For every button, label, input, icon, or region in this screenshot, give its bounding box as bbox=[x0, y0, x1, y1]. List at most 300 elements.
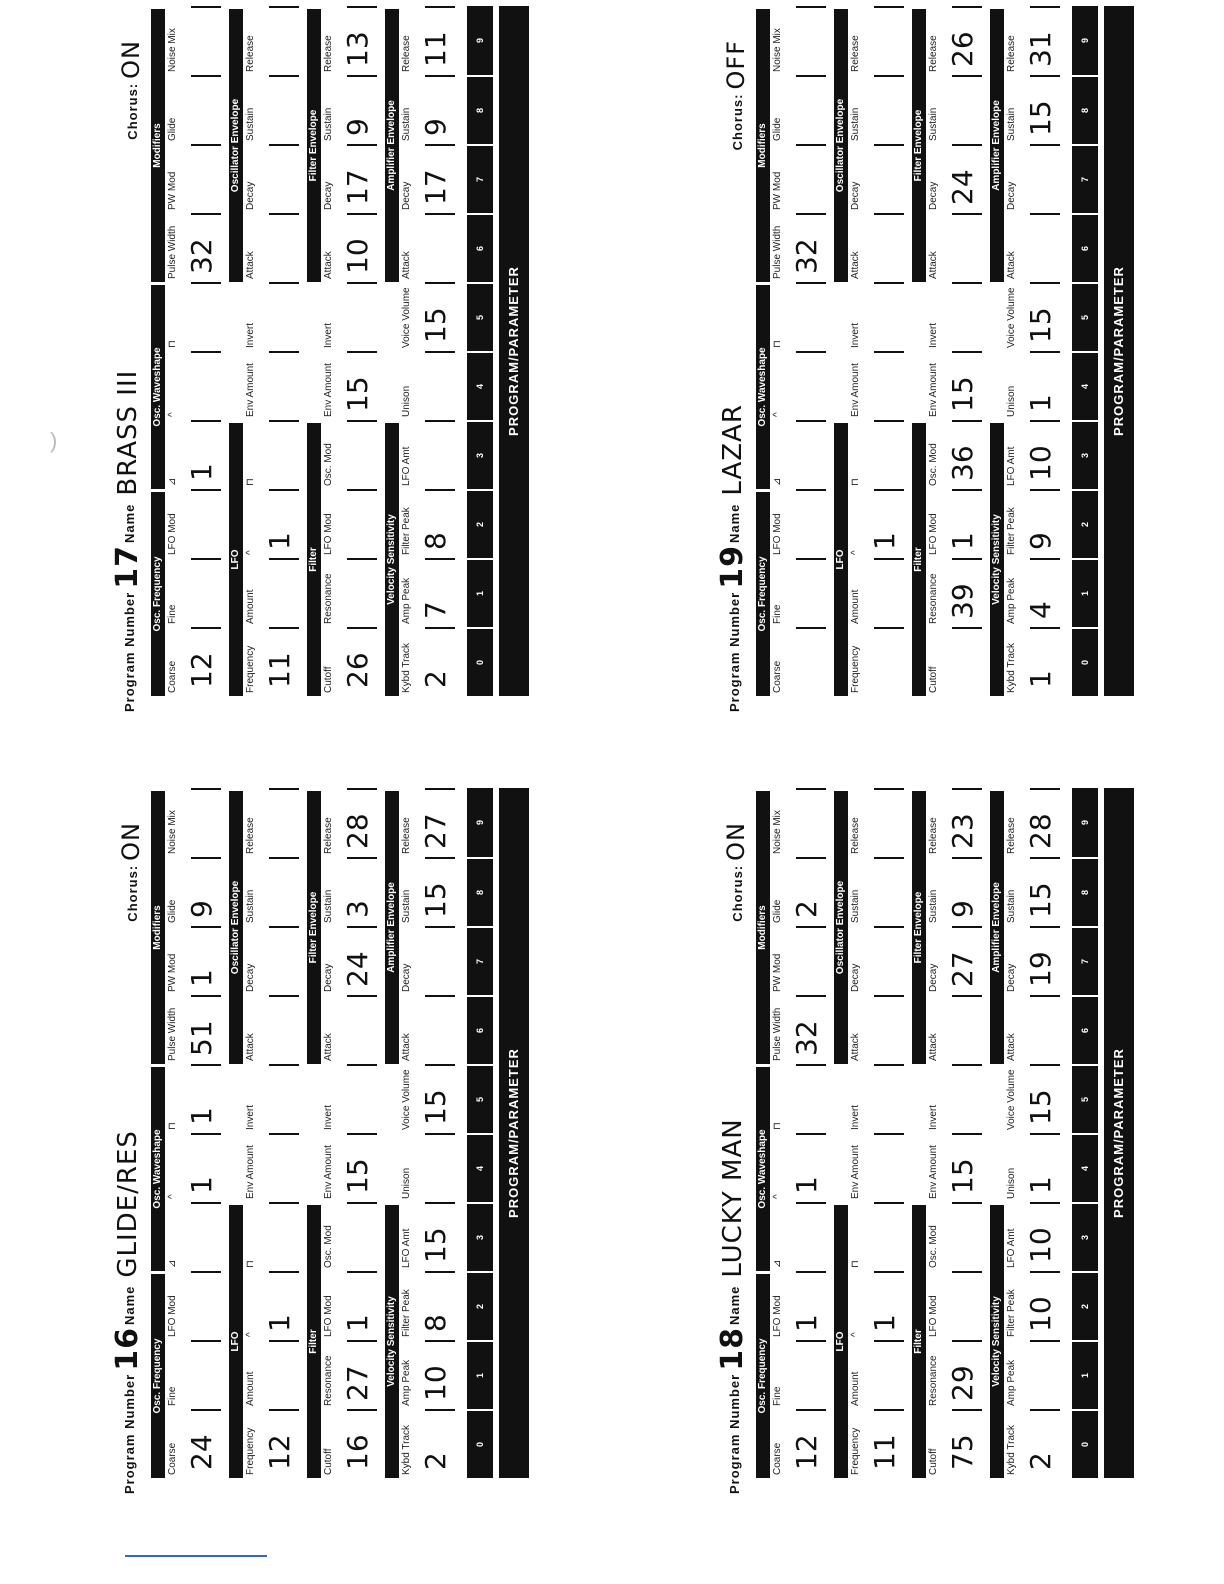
parameter-value: 7 bbox=[419, 601, 452, 619]
parameter-label: Frequency bbox=[850, 645, 861, 693]
parameter-label: Glide bbox=[772, 117, 783, 141]
cell-divider bbox=[191, 857, 221, 859]
cell-divider bbox=[191, 75, 221, 77]
cell-divider bbox=[347, 351, 377, 353]
parameter-cell bbox=[1004, 995, 1068, 1064]
parameter-cell bbox=[165, 627, 229, 696]
parameter-cell bbox=[926, 75, 990, 144]
parameter-value: 11 bbox=[263, 652, 296, 688]
parameter-cell bbox=[243, 75, 307, 144]
parameter-label: LFO Mod bbox=[928, 513, 939, 555]
parameter-label: LFO Mod bbox=[323, 513, 334, 555]
parameter-value: 31 bbox=[1024, 31, 1057, 67]
parameter-cell bbox=[321, 926, 385, 995]
parameter-label: Cutoff bbox=[323, 666, 334, 693]
parameter-cell bbox=[770, 1133, 834, 1202]
parameter-cell bbox=[926, 489, 990, 558]
section-title-modifiers: Modifiers bbox=[151, 791, 165, 1064]
name-label: Name bbox=[727, 1285, 742, 1326]
parameter-label: Amp Peak bbox=[1006, 1359, 1017, 1406]
parameter-cell bbox=[926, 420, 990, 489]
parameter-label: Invert bbox=[928, 322, 939, 348]
parameter-cell bbox=[399, 788, 463, 857]
parameter-cell bbox=[848, 857, 912, 926]
parameter-cell bbox=[926, 1409, 990, 1478]
cell-divider bbox=[796, 1133, 826, 1135]
parameter-cell bbox=[243, 1064, 307, 1133]
cell-divider bbox=[796, 75, 826, 77]
parameter-label: Release bbox=[928, 35, 939, 72]
cell-divider bbox=[796, 1271, 826, 1273]
digit-key: 4 bbox=[467, 1133, 493, 1202]
section-title-modifiers: Modifiers bbox=[756, 9, 770, 282]
digit-key: 2 bbox=[1072, 1271, 1098, 1340]
cell-divider bbox=[347, 1271, 377, 1273]
section-title-velocity-sensitivity: Velocity Sensitivity bbox=[990, 1205, 1004, 1478]
cell-divider bbox=[347, 213, 377, 215]
parameter-value: 15 bbox=[419, 882, 452, 918]
parameter-label: Sustain bbox=[245, 107, 256, 141]
sheet-header bbox=[95, 762, 157, 1502]
section-title-osc-frequency: Osc. Frequency bbox=[756, 492, 770, 696]
section-band bbox=[307, 788, 321, 1478]
parameter-value: 23 bbox=[946, 813, 979, 849]
cell-divider bbox=[191, 995, 221, 997]
cell-divider bbox=[796, 6, 826, 8]
section-title-oscillator-envelope: Oscillator Envelope bbox=[229, 791, 243, 1064]
cell-divider bbox=[269, 788, 299, 790]
cell-divider bbox=[347, 558, 377, 560]
parameter-label: LFO Mod bbox=[928, 1295, 939, 1337]
parameter-label: Unison bbox=[401, 385, 412, 417]
parameter-cell bbox=[399, 420, 463, 489]
cell-divider bbox=[1030, 857, 1060, 859]
parameter-label: Release bbox=[850, 35, 861, 72]
cell-divider bbox=[952, 995, 982, 997]
parameter-cell bbox=[243, 1133, 307, 1202]
parameter-cell bbox=[399, 282, 463, 351]
digit-key: 2 bbox=[467, 1271, 493, 1340]
parameter-row bbox=[307, 788, 385, 1478]
parameter-cell bbox=[399, 995, 463, 1064]
chorus-label: Chorus: bbox=[730, 93, 745, 151]
parameter-cell bbox=[926, 1133, 990, 1202]
parameter-cell bbox=[321, 1064, 385, 1133]
parameter-value: 15 bbox=[1024, 100, 1057, 136]
chorus-value: ON bbox=[117, 40, 145, 79]
digit-key: 9 bbox=[1080, 38, 1090, 44]
parameter-cells bbox=[770, 6, 834, 696]
cell-divider bbox=[425, 627, 455, 629]
parameter-cells bbox=[1004, 6, 1068, 696]
parameter-value: 4 bbox=[1024, 601, 1057, 619]
section-title-modifiers: Modifiers bbox=[756, 791, 770, 1064]
parameter-value: 1 bbox=[1024, 670, 1057, 688]
parameter-label: Release bbox=[245, 35, 256, 72]
digit-key: 9 bbox=[1080, 820, 1090, 826]
parameter-value: 10 bbox=[1024, 445, 1057, 481]
cell-divider bbox=[796, 282, 826, 284]
program-sheet-19 bbox=[700, 0, 1150, 720]
parameter-value: 1 bbox=[263, 532, 296, 550]
cell-divider bbox=[874, 1340, 904, 1342]
parameter-label: Amount bbox=[245, 1371, 256, 1406]
parameter-cell bbox=[926, 282, 990, 351]
parameter-cell bbox=[770, 1409, 834, 1478]
parameter-cell bbox=[1004, 1340, 1068, 1409]
parameter-value: 1 bbox=[263, 1314, 296, 1332]
parameter-label: Unison bbox=[1006, 385, 1017, 417]
cell-divider bbox=[191, 627, 221, 629]
parameter-label: Env Amount bbox=[928, 1145, 939, 1199]
parameter-label: Filter Peak bbox=[1006, 1289, 1017, 1337]
parameter-cell bbox=[848, 1133, 912, 1202]
cell-divider bbox=[425, 995, 455, 997]
parameter-label: Invert bbox=[850, 322, 861, 348]
parameter-cell bbox=[848, 489, 912, 558]
cell-divider bbox=[347, 926, 377, 928]
cell-divider bbox=[425, 144, 455, 146]
parameter-cell bbox=[848, 1202, 912, 1271]
section-title-velocity-sensitivity: Velocity Sensitivity bbox=[385, 1205, 399, 1478]
cell-divider bbox=[874, 351, 904, 353]
cell-divider bbox=[269, 995, 299, 997]
cell-divider bbox=[796, 420, 826, 422]
section-title-lfo: LFO bbox=[229, 1205, 243, 1478]
cell-divider bbox=[952, 6, 982, 8]
cell-divider bbox=[874, 1409, 904, 1411]
program-number-value: 17 bbox=[110, 545, 145, 589]
parameter-cell bbox=[321, 6, 385, 75]
parameter-value: 2 bbox=[1024, 1452, 1057, 1470]
cell-divider bbox=[874, 1271, 904, 1273]
cell-divider bbox=[269, 489, 299, 491]
parameter-label: Invert bbox=[245, 1104, 256, 1130]
parameter-label: ^ bbox=[167, 1194, 178, 1199]
parameter-label: PW Mod bbox=[167, 953, 178, 992]
parameter-cell bbox=[321, 420, 385, 489]
parameter-label: ^ bbox=[245, 550, 256, 555]
section-title-filter-envelope: Filter Envelope bbox=[307, 791, 321, 1064]
digit-key: 0 bbox=[467, 627, 493, 696]
parameter-label: PW Mod bbox=[772, 171, 783, 210]
parameter-cell bbox=[770, 857, 834, 926]
parameter-value: 28 bbox=[1024, 813, 1057, 849]
parameter-label: Sustain bbox=[928, 107, 939, 141]
parameter-label: Kybd Track bbox=[401, 1424, 412, 1475]
cell-divider bbox=[1030, 788, 1060, 790]
parameter-label: LFO Amt bbox=[1006, 446, 1017, 486]
cell-divider bbox=[191, 489, 221, 491]
program-parameter-footer: PROGRAM/PARAMETER bbox=[1104, 788, 1134, 1478]
parameter-value: 1 bbox=[946, 532, 979, 550]
section-band bbox=[307, 6, 321, 696]
cell-divider bbox=[796, 1064, 826, 1066]
parameter-cell bbox=[165, 420, 229, 489]
parameter-value: 11 bbox=[419, 31, 452, 67]
parameter-value: 3 bbox=[341, 900, 374, 918]
parameter-label: ⊓ bbox=[167, 340, 178, 348]
parameter-label: Frequency bbox=[245, 645, 256, 693]
section-band bbox=[756, 788, 770, 1478]
cell-divider bbox=[269, 213, 299, 215]
parameter-label: Coarse bbox=[772, 660, 783, 693]
parameter-value: 51 bbox=[185, 1020, 218, 1056]
parameter-value: 1 bbox=[185, 969, 218, 987]
cell-divider bbox=[952, 1409, 982, 1411]
parameter-row bbox=[229, 6, 307, 696]
parameter-label: Pulse Width bbox=[772, 1007, 783, 1061]
parameter-label: Frequency bbox=[245, 1427, 256, 1475]
parameter-label: Amount bbox=[245, 589, 256, 624]
parameter-cell bbox=[848, 995, 912, 1064]
parameter-label: LFO Amt bbox=[1006, 1228, 1017, 1268]
cell-divider bbox=[269, 282, 299, 284]
parameter-cell bbox=[165, 351, 229, 420]
parameter-cell bbox=[399, 144, 463, 213]
parameter-cell bbox=[399, 926, 463, 995]
section-band bbox=[990, 788, 1004, 1478]
cell-divider bbox=[191, 1202, 221, 1204]
parameter-value: 24 bbox=[946, 169, 979, 205]
parameter-label: Invert bbox=[323, 322, 334, 348]
chorus-field bbox=[722, 40, 750, 150]
parameter-cells bbox=[165, 6, 229, 696]
parameter-label: Coarse bbox=[167, 660, 178, 693]
section-title-filter: Filter bbox=[912, 1205, 926, 1478]
parameter-label: Invert bbox=[850, 1104, 861, 1130]
cell-divider bbox=[796, 144, 826, 146]
parameter-value: 2 bbox=[790, 900, 823, 918]
parameter-label: Pulse Width bbox=[167, 1007, 178, 1061]
name-label: Name bbox=[122, 503, 137, 544]
cell-divider bbox=[874, 1133, 904, 1135]
cell-divider bbox=[1030, 75, 1060, 77]
parameter-cell bbox=[243, 6, 307, 75]
section-title-filter-envelope: Filter Envelope bbox=[307, 9, 321, 282]
parameter-cells bbox=[770, 788, 834, 1478]
parameter-label: Fine bbox=[167, 604, 178, 624]
cell-divider bbox=[191, 213, 221, 215]
parameter-value: 17 bbox=[341, 169, 374, 205]
parameter-label: Decay bbox=[928, 963, 939, 992]
parameter-cells bbox=[321, 788, 385, 1478]
program-number-label: Program Number bbox=[122, 1373, 137, 1494]
parameter-row bbox=[912, 788, 990, 1478]
cell-divider bbox=[796, 627, 826, 629]
cell-divider bbox=[269, 1340, 299, 1342]
parameter-value: 11 bbox=[868, 1434, 901, 1470]
section-band bbox=[151, 788, 165, 1478]
parameter-value: 32 bbox=[185, 238, 218, 274]
cell-divider bbox=[191, 1340, 221, 1342]
parameter-cell bbox=[399, 1064, 463, 1133]
section-title-osc-waveshape: Osc. Waveshape bbox=[756, 1067, 770, 1271]
parameter-cell bbox=[770, 1340, 834, 1409]
parameter-value: 28 bbox=[341, 813, 374, 849]
cell-divider bbox=[874, 857, 904, 859]
parameter-cell bbox=[243, 1271, 307, 1340]
parameter-cell bbox=[770, 627, 834, 696]
program-parameter-footer: PROGRAM/PARAMETER bbox=[1104, 6, 1134, 696]
parameter-label: Release bbox=[1006, 35, 1017, 72]
cell-divider bbox=[952, 489, 982, 491]
parameter-label: Decay bbox=[1006, 963, 1017, 992]
parameter-label: LFO Mod bbox=[323, 1295, 334, 1337]
parameter-label: Osc. Mod bbox=[928, 1225, 939, 1268]
parameter-row bbox=[990, 788, 1068, 1478]
cell-divider bbox=[952, 282, 982, 284]
cell-divider bbox=[269, 857, 299, 859]
cell-divider bbox=[269, 75, 299, 77]
chorus-field bbox=[117, 40, 145, 140]
parameter-cell bbox=[1004, 351, 1068, 420]
parameter-label: Cutoff bbox=[928, 666, 939, 693]
parameter-cells bbox=[848, 788, 912, 1478]
parameter-label: Frequency bbox=[850, 1427, 861, 1475]
cell-divider bbox=[425, 6, 455, 8]
parameter-row bbox=[151, 6, 229, 696]
parameter-cell bbox=[243, 489, 307, 558]
parameter-cell bbox=[1004, 1064, 1068, 1133]
cell-divider bbox=[1030, 420, 1060, 422]
parameter-cell bbox=[1004, 788, 1068, 857]
parameter-cell bbox=[399, 1271, 463, 1340]
cell-divider bbox=[952, 558, 982, 560]
program-name-value: BRASS III bbox=[113, 369, 143, 496]
cell-divider bbox=[1030, 489, 1060, 491]
sheet-header bbox=[700, 762, 762, 1502]
parameter-value: 16 bbox=[341, 1434, 374, 1470]
digit-key: 7 bbox=[1072, 144, 1098, 213]
parameter-label: Filter Peak bbox=[401, 507, 412, 555]
cell-divider bbox=[1030, 213, 1060, 215]
cell-divider bbox=[347, 995, 377, 997]
cell-divider bbox=[425, 926, 455, 928]
parameter-cell bbox=[926, 857, 990, 926]
cell-divider bbox=[952, 351, 982, 353]
digit-key: 6 bbox=[1072, 995, 1098, 1064]
parameter-cell bbox=[165, 926, 229, 995]
parameter-label: Decay bbox=[323, 181, 334, 210]
parameter-cell bbox=[770, 1271, 834, 1340]
parameter-cells bbox=[1004, 788, 1068, 1478]
parameter-cell bbox=[848, 627, 912, 696]
cell-divider bbox=[874, 420, 904, 422]
parameter-cell bbox=[321, 144, 385, 213]
parameter-label: LFO Amt bbox=[401, 446, 412, 486]
program-parameter-footer: PROGRAM/PARAMETER bbox=[499, 788, 529, 1478]
parameter-cell bbox=[848, 558, 912, 627]
cell-divider bbox=[1030, 926, 1060, 928]
cell-divider bbox=[347, 1133, 377, 1135]
parameter-cell bbox=[848, 75, 912, 144]
parameter-label: Unison bbox=[1006, 1167, 1017, 1199]
cell-divider bbox=[269, 6, 299, 8]
parameter-cell bbox=[243, 1409, 307, 1478]
cell-divider bbox=[1030, 627, 1060, 629]
digit-key: 1 bbox=[467, 558, 493, 627]
parameter-label: Decay bbox=[928, 181, 939, 210]
parameter-cell bbox=[926, 1271, 990, 1340]
parameter-value: 17 bbox=[419, 169, 452, 205]
parameter-cell bbox=[165, 144, 229, 213]
digit-strip bbox=[1072, 788, 1098, 1478]
parameter-row bbox=[756, 788, 834, 1478]
parameter-label: Noise Mix bbox=[167, 810, 178, 854]
cell-divider bbox=[1030, 1133, 1060, 1135]
parameter-cell bbox=[926, 1202, 990, 1271]
cell-divider bbox=[425, 1202, 455, 1204]
digit-key: 3 bbox=[1072, 1202, 1098, 1271]
cell-divider bbox=[952, 1202, 982, 1204]
parameter-cell bbox=[848, 926, 912, 995]
parameter-value: 1 bbox=[868, 1314, 901, 1332]
parameter-cell bbox=[848, 351, 912, 420]
margin-paren-mark: ) bbox=[50, 428, 58, 453]
parameter-cell bbox=[321, 1202, 385, 1271]
parameter-value: 29 bbox=[946, 1365, 979, 1401]
section-band bbox=[834, 6, 848, 696]
cell-divider bbox=[425, 75, 455, 77]
cell-divider bbox=[874, 6, 904, 8]
parameter-label: Attack bbox=[1006, 251, 1017, 279]
cell-divider bbox=[796, 926, 826, 928]
cell-divider bbox=[269, 420, 299, 422]
parameter-label: Cutoff bbox=[323, 1448, 334, 1475]
cell-divider bbox=[347, 857, 377, 859]
parameter-value: 36 bbox=[946, 445, 979, 481]
cell-divider bbox=[1030, 282, 1060, 284]
cell-divider bbox=[347, 420, 377, 422]
parameter-value: 1 bbox=[1024, 1176, 1057, 1194]
parameter-cell bbox=[848, 6, 912, 75]
parameter-value: 9 bbox=[946, 900, 979, 918]
section-band bbox=[990, 6, 1004, 696]
parameter-row bbox=[834, 788, 912, 1478]
cell-divider bbox=[952, 1340, 982, 1342]
parameter-cell bbox=[399, 558, 463, 627]
parameter-cell bbox=[165, 75, 229, 144]
parameter-cells bbox=[321, 6, 385, 696]
parameter-label: Attack bbox=[245, 1033, 256, 1061]
cell-divider bbox=[874, 995, 904, 997]
parameter-cell bbox=[848, 1409, 912, 1478]
parameter-cell bbox=[321, 1271, 385, 1340]
digit-key: 4 bbox=[467, 351, 493, 420]
parameter-value: 1 bbox=[341, 1314, 374, 1332]
program-sheet-16 bbox=[95, 762, 545, 1502]
parameter-cells bbox=[243, 788, 307, 1478]
program-name-value: LUCKY MAN bbox=[718, 1118, 748, 1278]
parameter-cell bbox=[770, 351, 834, 420]
digit-key: 1 bbox=[467, 1340, 493, 1409]
parameter-cell bbox=[848, 420, 912, 489]
parameter-value: 39 bbox=[946, 583, 979, 619]
section-title-oscillator-envelope: Oscillator Envelope bbox=[834, 9, 848, 282]
parameter-cell bbox=[1004, 627, 1068, 696]
cell-divider bbox=[191, 788, 221, 790]
parameter-value: 10 bbox=[341, 238, 374, 274]
cell-divider bbox=[952, 926, 982, 928]
parameter-label: LFO Mod bbox=[772, 1295, 783, 1337]
parameter-label: Filter Peak bbox=[1006, 507, 1017, 555]
parameter-value: 1 bbox=[185, 463, 218, 481]
parameter-cell bbox=[243, 1202, 307, 1271]
parameter-label: Voice Volume bbox=[1006, 1069, 1017, 1130]
section-title-lfo: LFO bbox=[834, 423, 848, 696]
digit-key: 7 bbox=[1072, 926, 1098, 995]
